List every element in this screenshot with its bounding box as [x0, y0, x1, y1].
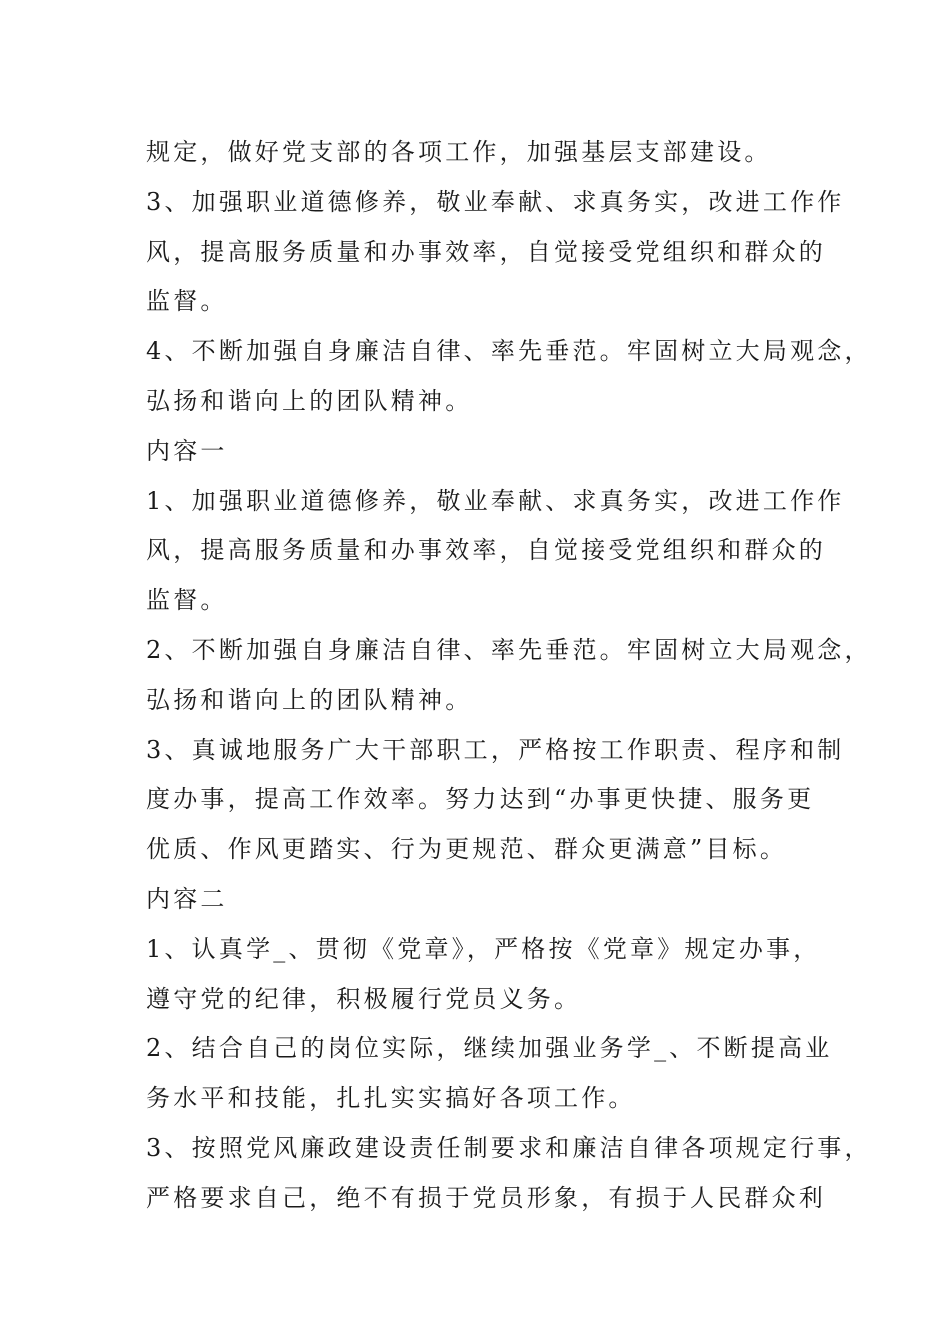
- text-line: 3、真诚地服务广大干部职工，严格按工作职责、程序和制: [146, 735, 845, 764]
- text-line: 务水平和技能，扎扎实实搞好各项工作。: [146, 1084, 636, 1113]
- text-line: 弘扬和谐向上的团队精神。: [146, 386, 473, 415]
- section-heading: 内容一: [146, 436, 228, 465]
- document-body: [146, 128, 872, 1224]
- text-line: 严格要求自己，绝不有损于党员形象，有损于人民群众利: [146, 1183, 826, 1212]
- text-line: 2、结合自己的岗位实际，继续加强业务学_、不断提高业: [146, 1034, 833, 1063]
- text-line: 度办事，提高工作效率。努力达到“办事更快捷、服务更: [146, 785, 815, 814]
- text-line: 规定，做好党支部的各项工作，加强基层支部建设。: [146, 138, 772, 166]
- text-line: 监督。: [146, 287, 228, 316]
- text-line: 3、按照党风廉政建设责任制要求和廉洁自律各项规定行事，: [146, 1133, 872, 1162]
- text-line: 遵守党的纪律，积极履行党员义务。: [146, 984, 582, 1013]
- text-line: 3、加强职业道德修养，敬业奉献、求真务实，改进工作作: [146, 187, 845, 216]
- text-line: 监督。: [146, 586, 228, 615]
- text-line: 优质、作风更踏实、行为更规范、群众更满意”目标。: [146, 835, 788, 864]
- text-line: 2、不断加强自身廉洁自律、率先垂范。牢固树立大局观念，: [146, 635, 872, 664]
- text-line: 1、认真学_、贯彻《党章》，严格按《党章》规定办事，: [146, 934, 821, 963]
- section-heading: 内容二: [146, 884, 228, 913]
- text-line: 弘扬和谐向上的团队精神。: [146, 685, 473, 714]
- text-line: 风，提高服务质量和办事效率，自觉接受党组织和群众的: [146, 237, 826, 266]
- text-line: 风，提高服务质量和办事效率，自觉接受党组织和群众的: [146, 536, 826, 565]
- text-line: 1、加强职业道德修养，敬业奉献、求真务实，改进工作作: [146, 486, 845, 515]
- text-line: 4、不断加强自身廉洁自律、率先垂范。牢固树立大局观念，: [146, 337, 872, 366]
